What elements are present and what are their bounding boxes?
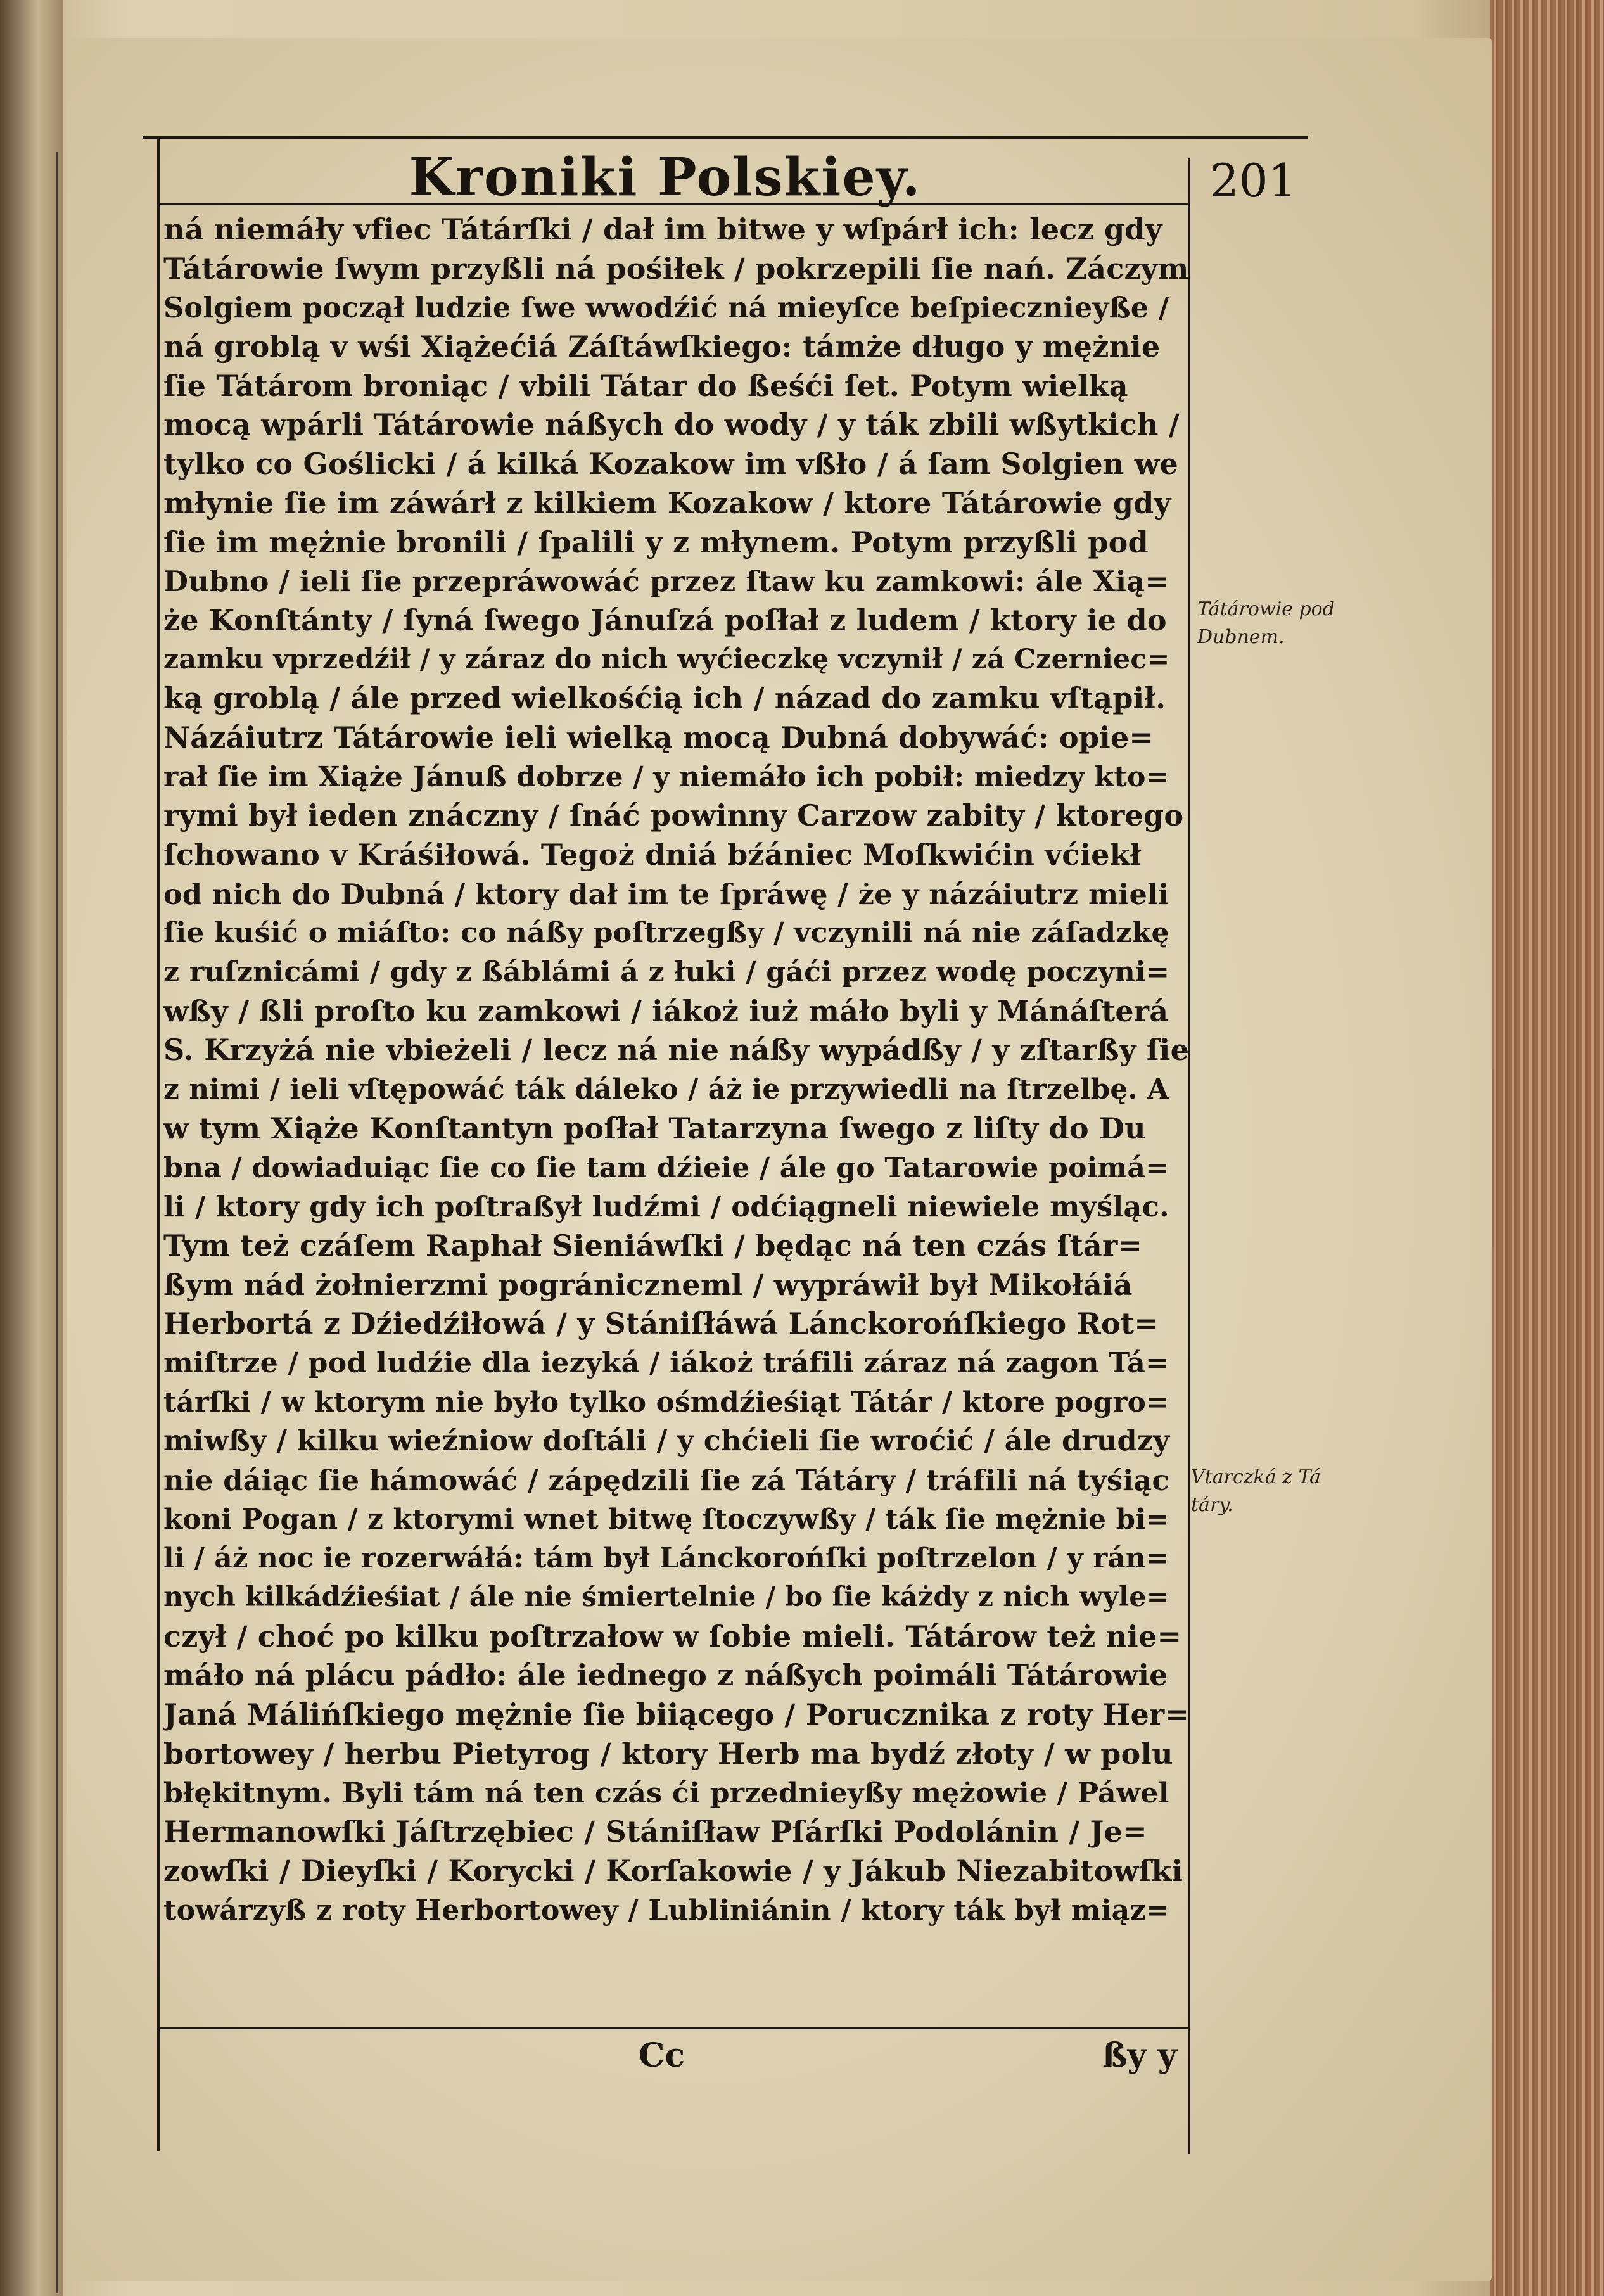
text-line: rał ſie im Xiąże Jánuß dobrze / y niemáło ich pobił: miedzy kto= [163, 760, 1169, 793]
text-line: ką groblą / ále przed wielkośćią ich / názad do zamku vſtąpił. [163, 681, 1166, 716]
text-line: Tym też czáſem Raphał Sieniáwſki / będąc ná ten czás ſtár= [163, 1228, 1143, 1263]
text-line: tylko co Goślicki / á kilká Kozakow im vßło / á ſam Solgien we [163, 447, 1178, 482]
text-line: koni Pogan / z ktorymi wnet bitwę ſtoczywßy / ták ſie mężnie bi= [163, 1503, 1169, 1536]
text-line: bna / dowiaduiąc ſie co ſie tam dźieie / ále go Tatarowie poimá= [163, 1151, 1169, 1184]
text-line: máło ná plácu pádło: ále iednego z náßych poimáli Tátárowie [163, 1658, 1168, 1693]
text-line: S. Krzyżá nie vbieżeli / lecz ná nie náßy wypádßy / y zſtarßy ſie [163, 1033, 1190, 1068]
text-line: nych kilkádźieśiat / ále nie śmiertelnie / bo ſie káżdy z nich wyle= [163, 1581, 1169, 1614]
text-line: tárſki / w ktorym nie było tylko ośmdźieśiąt Tátár / ktore pogro= [163, 1386, 1169, 1419]
text-line: miſtrze / pod ludźie dla iezyká / iákoż tráfili záraz ná zagon Tá= [163, 1346, 1169, 1379]
text-line: mocą wpárli Tátárowie náßych do wody / y ták zbili wßytkich / [163, 407, 1180, 442]
text-line: miwßy / kilku wieźniow doſtáli / y chćieli ſie wroćić / ále drudzy [163, 1424, 1170, 1458]
text-line: ßym nád żołnierzmi pográniczneml / wypráwił był Mikołáiá [163, 1267, 1133, 1302]
text-line: że Konſtánty / ſyná ſwego Jánuſzá poſłał z ludem / ktory ie do [163, 603, 1167, 637]
text-line: li / áż noc ie rozerwáłá: tám był Lánckorońſki poſtrzelon / y rán= [163, 1542, 1169, 1575]
text-line: z ruſznicámi / gdy z ßáblámi á z łuki / gáći przez wodę poczyni= [163, 956, 1170, 989]
text-line: li / ktory gdy ich poſtraßył ludźmi / odćiągneli niewiele myśląc. [163, 1190, 1169, 1224]
text-line: ná niemáły vfiec Tátárſki / dał im bitwe y wſpárł ich: lecz gdy [163, 212, 1162, 246]
text-line: Dubno / ieli ſie przepráwowáć przez ſtaw ku zamkowi: ále Xią= [163, 564, 1169, 599]
text-line: ſchowano v Kráśiłowá. Tegoż dniá bźániec Moſkwićin vćiekł [163, 838, 1142, 872]
text-line: Hermanowſki Jáſtrzębiec / Stániſław Pſárſki Podolánin / Je= [163, 1814, 1147, 1849]
text-line: młynie ſie im záwárł z kilkiem Kozakow / ktore Tátárowie gdy [163, 485, 1171, 520]
text-line: ſie kuśić o miáſto: co náßy poſtrzegßy / vczynili ná nie záſadzkę [163, 916, 1169, 950]
text-line: rymi był ieden znáczny / ſnáć powinny Carzow zabity / ktorego [163, 798, 1184, 833]
page-footer [163, 2031, 1190, 2081]
text-line: od nich do Dubná / ktory dał im te ſpráwę / że y názáiutrz mieli [163, 877, 1169, 911]
left-page-rule [56, 152, 58, 2293]
text-line: ſie im mężnie bronili / ſpalili y z młynem. Potym przyßli pod [163, 525, 1149, 559]
frame-rule-top [143, 136, 1308, 139]
folio-number: 201 [1210, 154, 1297, 207]
text-line: błękitnym. Byli tám ná ten czás ći przednieyßy mężowie / Páwel [163, 1776, 1169, 1809]
text-line: towárzyß z roty Herbortowey / Lubliniánin / ktory ták był miąz= [163, 1894, 1169, 1927]
text-line: z nimi / ieli vſtępowáć ták dáleko / áż ie przywiedli na ſtrzelbę. A [163, 1073, 1169, 1106]
page-stack-edge [1490, 0, 1604, 2296]
text-line: Solgiem począł ludzie ſwe wwodźić ná mieyſce beſpiecznieyße / [163, 291, 1169, 325]
running-title: Kroniki Polskiey. [409, 147, 922, 208]
text-line: w tym Xiąże Konſtantyn poſłał Tatarzyna ſwego z liſty do Du [163, 1111, 1146, 1145]
text-line: nie dáiąc ſie hámowáć / zápędzili ſie zá Tátáry / tráfili ná tyśiąc [163, 1464, 1169, 1497]
frame-rule-left [157, 136, 160, 2151]
frame-rule-bottom [160, 2027, 1189, 2029]
text-line: zamku vprzedźił / y záraz do nich wyćieczkę vczynił / zá Czerniec= [163, 643, 1170, 675]
marginal-note: Tátárowie pod Dubnem. [1197, 598, 1335, 648]
text-line: Názáiutrz Tátárowie ieli wielką mocą Dubná dobywáć: opie= [163, 720, 1154, 755]
text-line: Janá Málińſkiego mężnie ſie biiącego / Porucznika z roty Her= [163, 1697, 1190, 1732]
left-page-edge [0, 0, 63, 2296]
text-line: czył / choć po kilku poſtrzałow w ſobie mieli. Tátárow też nie= [163, 1619, 1182, 1654]
text-line: wßy / ßli proſto ku zamkowi / iákoż iuż máło byli y Mánáſterá [163, 993, 1169, 1028]
main-text-block [163, 210, 1190, 2022]
marginal-note: Vtarczká z Tá táry. [1191, 1466, 1321, 1516]
text-line: Herbortá z Dźiedźiłowá / y Stániſłáwá Lánckorońſkiego Rot= [163, 1306, 1159, 1341]
signature-mark: Cc [639, 2036, 685, 2075]
text-line: zowſki / Dieyſki / Korycki / Korſakowie / y Jákub Niezabitowſki [163, 1853, 1183, 1888]
text-line: bortowey / herbu Pietyrog / ktory Herb ma bydź złoty / w polu [163, 1736, 1173, 1771]
catchword: ßy y [1102, 2036, 1177, 2075]
text-line: ſie Tátárom broniąc / vbili Tátar do ßeśći ſet. Potym wielką [163, 368, 1128, 403]
text-line: ná groblą v wśi Xiążećiá Záſtáwſkiego: támże długo y mężnie [163, 329, 1161, 364]
text-line: Tátárowie ſwym przyßli ná pośiłek / pokrzepili ſie nań. Záczym [163, 251, 1189, 286]
